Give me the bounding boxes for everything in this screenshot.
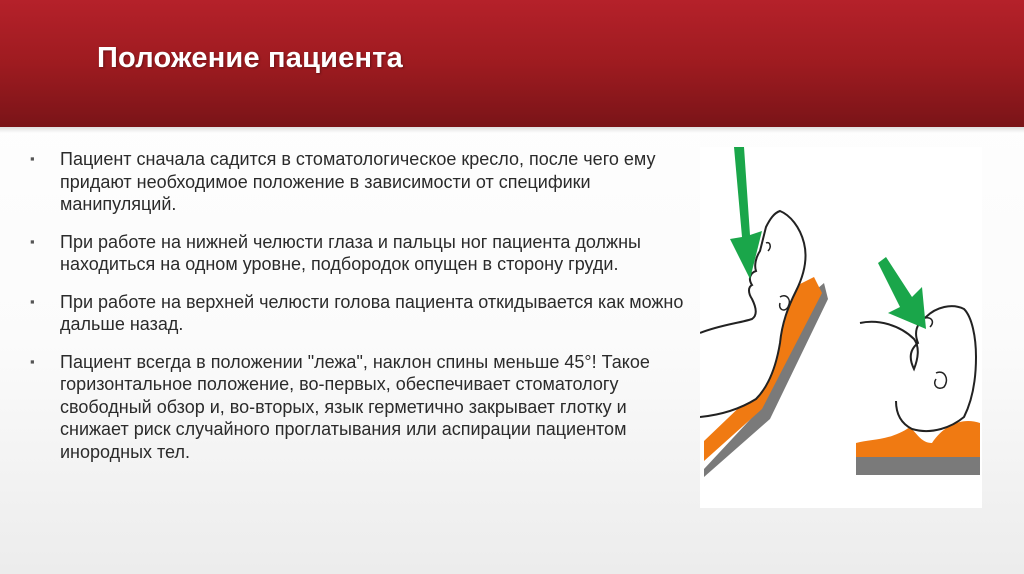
bullet-marker: ▪ <box>30 293 35 309</box>
supine-chair-base <box>856 455 980 475</box>
patient-positions-illustration <box>700 147 982 508</box>
supine-green-arrow <box>878 257 926 329</box>
bullet-text: При работе на нижней челюсти глаза и пальцы ног пациента должны находиться на одном уровне, подбородок опущен в сторону груди. <box>60 231 641 274</box>
bullet-item <box>30 291 690 336</box>
bullet-text: При работе на верхней челюсти голова пациента откидывается как можно дальше назад. <box>60 291 684 334</box>
bullet-list <box>30 148 690 478</box>
title-bar <box>0 0 1024 127</box>
bullet-item <box>30 351 690 464</box>
bullet-marker: ▪ <box>30 233 35 249</box>
bullet-marker: ▪ <box>30 151 35 166</box>
slide-title: Положение пациента <box>97 42 403 74</box>
bullet-item <box>30 231 690 276</box>
bullet-item <box>30 148 690 216</box>
bullet-text: Пациент всегда в положении "лежа", наклон спины меньше 45°! Такое горизонтальное положение, во-первых, обеспечивает стоматологу свободный обзор и, во-вторых, язык герметично закрывает глотку и снижает риск случайного проглатывания или аспирации пациентом инородных тел. <box>60 351 650 462</box>
title-bar-shadow <box>0 127 1024 133</box>
supine-patient-figure <box>856 257 980 475</box>
patient-positions-svg <box>700 147 982 508</box>
bullet-text: Пациент сначала садится в стоматологическое кресло, после чего ему придают необходимое положение в зависимости от специфики манипуляций. <box>60 149 656 214</box>
bullet-marker: ▪ <box>30 353 35 369</box>
reclined-patient-figure <box>700 147 828 477</box>
